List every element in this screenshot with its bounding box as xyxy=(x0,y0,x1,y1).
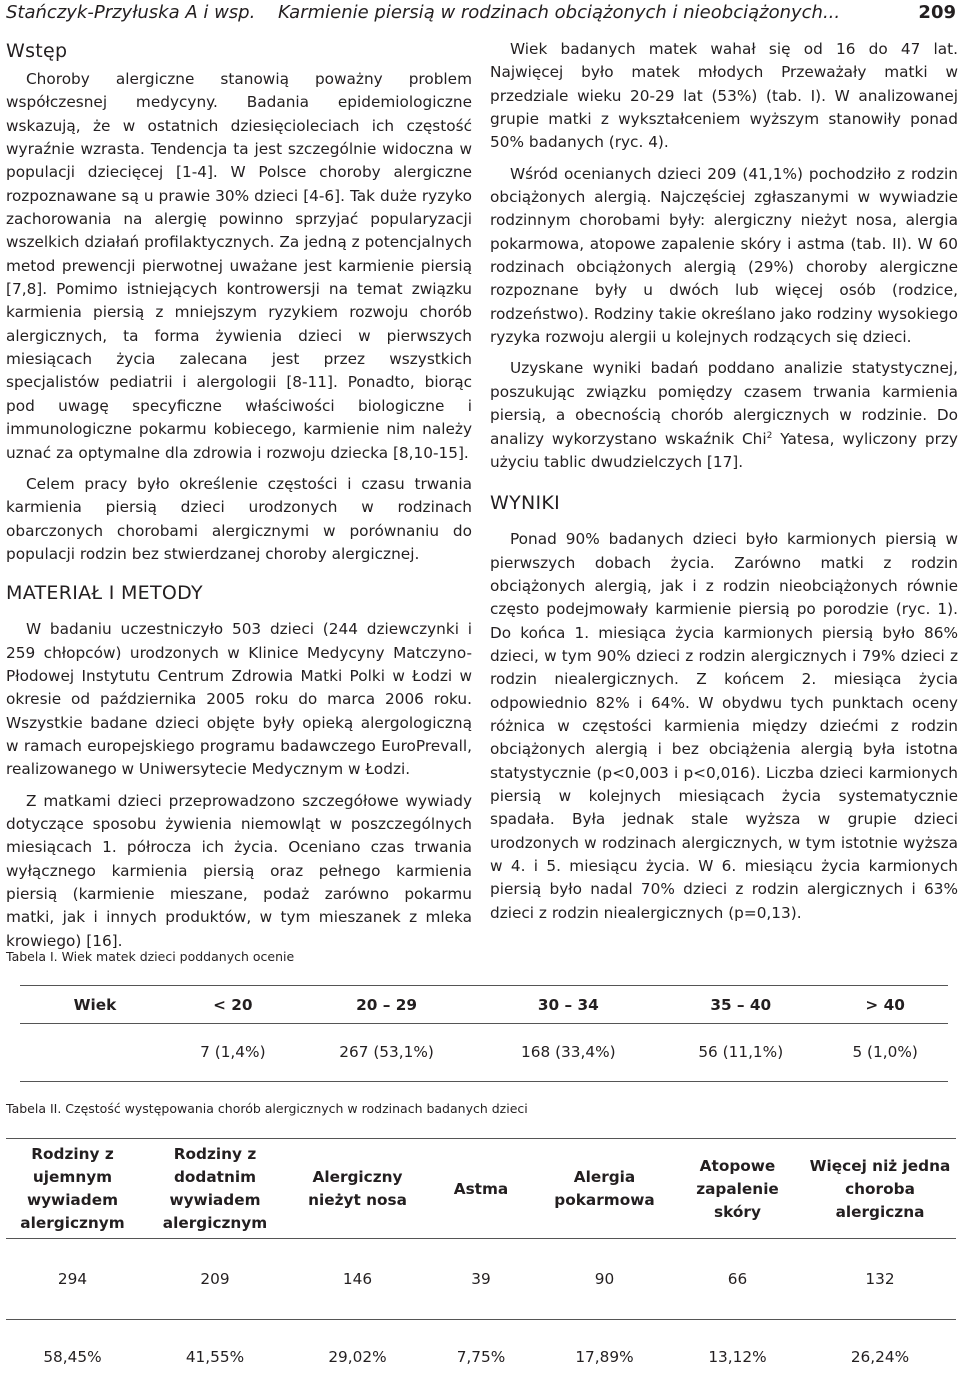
table2-count-cell: 39 xyxy=(424,1239,538,1320)
table1-value-row xyxy=(20,1024,948,1081)
table2-count-cell: 66 xyxy=(671,1239,804,1320)
table2-column-header: Alergia pokarmowa xyxy=(538,1140,671,1239)
table2-percent-cell: 58,45% xyxy=(6,1320,139,1394)
methods-paragraph-1: W badaniu uczestniczyło 503 dzieci (244 dziewczynki i 259 chłopców) urodzonych w Klinice Medycyny Matczyno-Płodowej Instytutu Centrum Zdrowia Matki Polki w Łodzi w okresie od października 2005 roku do marca 2006 roku. Wszystkie badane dzieci objęte były opieką alergologiczną w ramach europejskiego programu badawczego EuroPrevall, realizowanego w Uniwersytecie Medycznym w Łodzi. xyxy=(6,618,472,781)
table2-percent-cell: 29,02% xyxy=(291,1320,424,1394)
running-head-title: Karmienie piersią w rodzinach obciążonych i nieobciążonych... xyxy=(278,0,840,26)
methods-paragraph-3: Wiek badanych matek wahał się od 16 do 47 lat. Najwięcej było matek młodych Przeważały matki w przedziale wieku 20-29 lat (53%) (tab. I). W analizowanej grupie matki z wykształceniem wyższym stanowiły ponad 50% badanych (ryc. 4). xyxy=(490,38,958,155)
table2-count-cell: 146 xyxy=(291,1239,424,1320)
results-heading: WYNIKI xyxy=(490,490,958,516)
table1-cell: 5 (1,0%) xyxy=(822,1024,948,1081)
table2-column-header: Rodziny z ujemnym wywiadem alergicznym xyxy=(6,1140,139,1239)
table1-cell-empty xyxy=(20,1024,170,1081)
table1-column-header: 20 – 29 xyxy=(296,987,478,1024)
left-column xyxy=(6,38,472,953)
table1-cell: 267 (53,1%) xyxy=(296,1024,478,1081)
methods-paragraph-4: Wśród ocenianych dzieci 209 (41,1%) pochodziło z rodzin obciążonych alergią. Najczęściej zgłaszanymi w wywiadzie rodzinnym chorobami były: alergiczny nieżyt nosa, alergia pokarmowa, atopowe zapalenie skóry i astma (tab. II). W 60 rodzinach obciążonych alergią (29%) choroby alergiczne rozpoznane były u dwóch lub więcej osób (rodzice, rodzeństwo). Rodziny takie określano jako rodziny wysokiego ryzyka rozwoju alergii u kolejnych rodzących się dzieci. xyxy=(490,163,958,350)
table1-top-rule xyxy=(20,985,948,986)
table1-cell: 56 (11,1%) xyxy=(659,1024,822,1081)
table1-column-header: < 20 xyxy=(170,987,296,1024)
page-number: 209 xyxy=(918,0,956,26)
table2-caption: Tabela II. Częstość występowania chorób alergicznych w rodzinach badanych dzieci xyxy=(6,1100,528,1118)
table1-column-header: 35 – 40 xyxy=(659,987,822,1024)
table2-header-row xyxy=(6,1140,956,1239)
table2-column-header: Rodziny z dodatnim wywiadem alergicznym xyxy=(139,1140,291,1239)
table2-percent-cell: 41,55% xyxy=(139,1320,291,1394)
table1-row-header: Wiek xyxy=(20,987,170,1024)
table2-count-row xyxy=(6,1239,956,1320)
table2 xyxy=(6,1140,956,1394)
table2-percent-row xyxy=(6,1320,956,1394)
table2-percent-cell: 17,89% xyxy=(538,1320,671,1394)
table1-cell: 7 (1,4%) xyxy=(170,1024,296,1081)
table1-column-header: > 40 xyxy=(822,987,948,1024)
table2-column-header: Alergiczny nieżyt nosa xyxy=(291,1140,424,1239)
methods-paragraph-5 xyxy=(490,357,958,474)
table2-column-header: Więcej niż jedna choroba alergiczna xyxy=(804,1140,956,1239)
table1-column-header: 30 – 34 xyxy=(477,987,659,1024)
table1-cell: 168 (33,4%) xyxy=(477,1024,659,1081)
right-column xyxy=(490,38,958,925)
methods-paragraph-5-start: Uzyskane wyniki badań poddano analizie statystycznej, poszukując związku pomiędzy czasem trwania karmienia piersią, a obecnością chorób alergicznych w rodzinie. Do analizy wykorzystano wskaźnik Chi xyxy=(490,359,958,447)
table1-bottom-rule xyxy=(20,1081,948,1082)
table2-percent-cell: 26,24% xyxy=(804,1320,956,1394)
table2-percent-cell: 7,75% xyxy=(424,1320,538,1394)
table2-column-header: Astma xyxy=(424,1140,538,1239)
table1 xyxy=(20,987,948,1080)
methods-heading: MATERIAŁ I METODY xyxy=(6,580,472,606)
table2-count-cell: 132 xyxy=(804,1239,956,1320)
intro-heading: Wstęp xyxy=(6,38,472,64)
table2-count-cell: 90 xyxy=(538,1239,671,1320)
table2-count-cell: 294 xyxy=(6,1239,139,1320)
intro-paragraph-1: Choroby alergiczne stanowią poważny problem współczesnej medycyny. Badania epidemiologiczne wskazują, że w ostatnich dziesięcioleciach ich częstość wyraźnie wzrasta. Tendencja ta jest szczególnie widoczna w populacji dziecięcej [1-4]. W Polsce choroby alergiczne rozpoznawane są u prawie 30% dzieci [4-6]. Tak duże ryzyko zachorowania na alergię powinno sprzyjać popularyzacji wszelkich działań profilaktycznych. Za jedną z potencjalnych metod prewencji pierwotnej uważane jest karmienie piersią [7,8]. Pomimo istniejących kontrowersji na temat związku karmienia piersią z mniejszym ryzykiem rozwoju chorób alergicznych, ta forma żywienia dzieci w pierwszych miesiącach życia zalecana jest przez wszystkich specjalistów pediatrii i alergologii [8-11]. Ponadto, biorąc pod uwagę specyficzne właściwości biologiczne i immunologiczne pokarmu kobiecego, karmienie nim należy uznać za optymalne dla zdrowia i rozwoju dziecka [8,10-15]. xyxy=(6,68,472,465)
running-head xyxy=(6,0,960,30)
table1-caption: Tabela I. Wiek matek dzieci poddanych ocenie xyxy=(6,948,294,966)
table2-column-header: Atopowe zapalenie skóry xyxy=(671,1140,804,1239)
table2-count-cell: 209 xyxy=(139,1239,291,1320)
intro-paragraph-2: Celem pracy było określenie częstości i czasu trwania karmienia piersią dzieci urodzonych w rodzinach obarczonych chorobami alergicznymi w porównaniu do populacji rodzin bez stwierdzanej choroby alergicznej. xyxy=(6,473,472,566)
table1-header-row xyxy=(20,987,948,1024)
chi-square-superscript: 2 xyxy=(767,430,773,440)
table2-percent-cell: 13,12% xyxy=(671,1320,804,1394)
running-head-authors: Stańczyk-Przyłuska A i wsp. xyxy=(6,0,255,26)
methods-paragraph-2: Z matkami dzieci przeprowadzono szczegółowe wywiady dotyczące sposobu żywienia niemowląt w poszczególnych miesiącach 1. półrocza ich życia. Oceniano czas trwania wyłącznego karmienia piersią oraz pełnego karmienia piersią (karmienie mieszane, podaż zarówno pokarmu matki, jak i innych produktów, w tym mieszanek z mleka krowiego) [16]. xyxy=(6,790,472,953)
methods-paragraph-5-end: Yatesa, wyliczony przy użyciu tablic dwudzielczych [17]. xyxy=(490,430,958,471)
results-paragraph-1: Ponad 90% badanych dzieci było karmionych piersią w pierwszych dobach życia. Zarówno matki z rodzin obciążonych alergią, jak i z rodzin nieobciążonych równie często podejmowały karmienie piersią po porodzie (ryc. 1). Do końca 1. miesiąca życia karmionych piersią było 86% dzieci, w tym 90% dzieci z rodzin alergicznych i 79% dzieci z rodzin niealergicznych. Z końcem 2. miesiąca życia odpowiednio 82% i 64%. W obydwu tych punktach oceny różnica w częstości karmienia między dziećmi z rodzin obciążonych alergią i bez obciążenia alergią była istotna statystycznie (p<0,003 i p<0,016). Liczba dzieci karmionych piersią w kolejnych miesiącach życia systematycznie spadała. Była jednak stale wyższa w grupie dzieci urodzonych w rodzinach alergicznych, w tym istotnie wyższa w 4. i 5. miesiącu życia. W 6. miesiącu życia karmionych piersią było nadal 70% dzieci z rodzin alergicznych i 63% dzieci z rodzin niealergicznych (p=0,13). xyxy=(490,528,958,925)
table2-top-rule xyxy=(6,1138,956,1139)
